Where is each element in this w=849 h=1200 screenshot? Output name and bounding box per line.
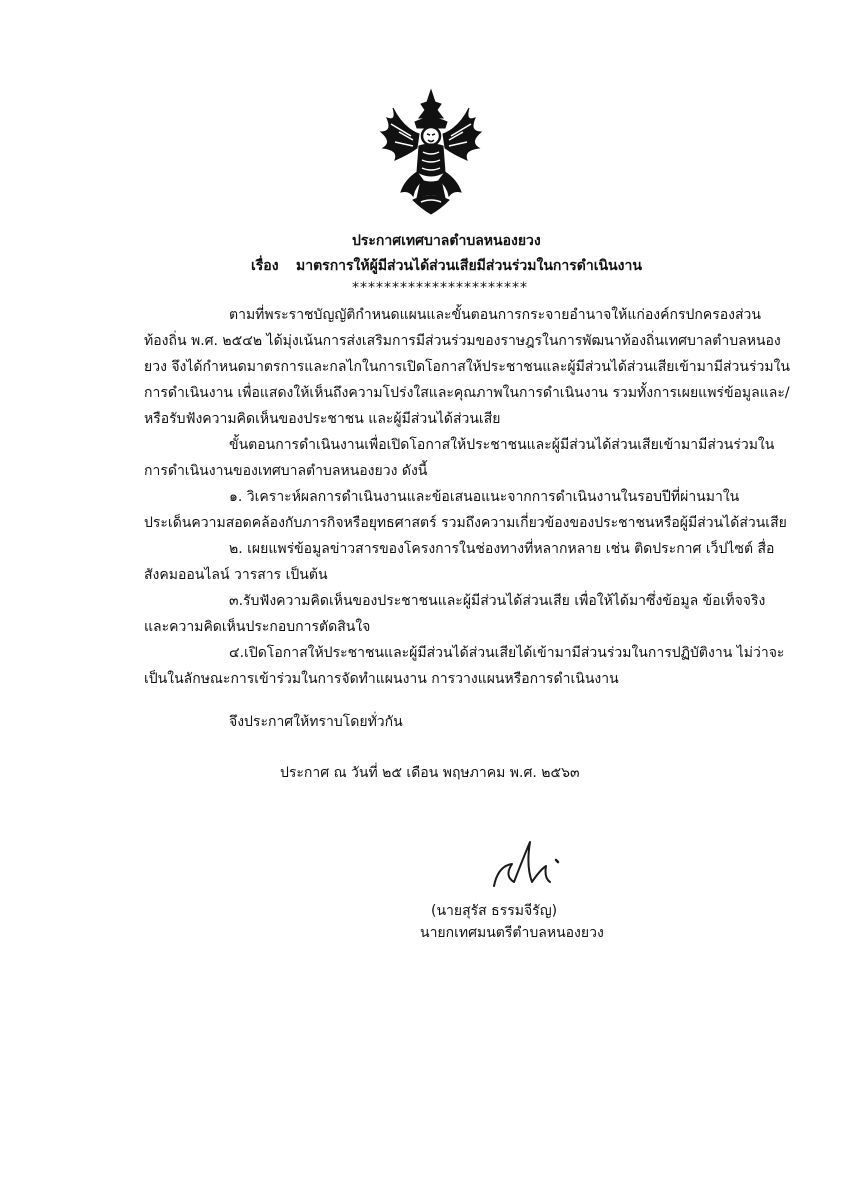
subject-text: มาตรการให้ผู้มีส่วนได้ส่วนเสียมีส่วนร่วมในการดำเนินงาน (296, 258, 642, 274)
document-title: ประกาศเทศบาลตำบลหนองยวง (352, 233, 541, 249)
announcement-date: ประกาศ ณ วันที่ ๒๕ เดือน พฤษภาคม พ.ศ. ๒๕๖๓ (280, 765, 580, 781)
paragraph-2-line: การดำเนินงานของเทศบาลตำบลหนองยวง ดังนี้ (144, 463, 428, 479)
header-separator: ********************** (352, 280, 528, 296)
list-item-2-line: ๒. เผยแพร่ข้อมูลข่าวสารของโครงการในช่องทางที่หลากหลาย เช่น ติดประกาศ เว็ปไซต์ สื่อ (229, 541, 775, 557)
paragraph-1-line: หรือรับฟังความคิดเห็นของประชาชน และผู้มีส่วนได้ส่วนเสีย (144, 411, 501, 427)
subject-label: เรื่อง (251, 258, 279, 274)
closing-statement: จึงประกาศให้ทราบโดยทั่วกัน (229, 714, 403, 730)
paragraph-2-line: ขั้นตอนการดำเนินงานเพื่อเปิดโอกาสให้ประชาชนและผู้มีส่วนได้ส่วนเสียเข้ามามีส่วนร่วมใน (229, 437, 775, 453)
signatory-position: นายกเทศมนตรีตำบลหนองยวง (420, 925, 604, 941)
paragraph-1-line: ตามที่พระราชบัญญัติกำหนดแผนและขั้นตอนการกระจายอำนาจให้แก่องค์กรปกครองส่วน (229, 307, 761, 323)
paragraph-1-line: ท้องถิ่น พ.ศ. ๒๕๔๒ ได้มุ่งเน้นการส่งเสริมการมีส่วนร่วมของราษฎรในการพัฒนาท้องถิ่นเทศบาลตำบลหนอง (144, 333, 781, 349)
list-item-4-line: ๔.เปิดโอกาสให้ประชาชนและผู้มีส่วนได้ส่วนเสียได้เข้ามามีส่วนร่วมในการปฏิบัติงาน ไม่ว่าจะ (229, 645, 785, 661)
list-item-2-line: สังคมออนไลน์ วารสาร เป็นต้น (144, 567, 328, 583)
paragraph-1-line: ยวง จึงได้กำหนดมาตรการและกลไกในการเปิดโอกาสให้ประชาชนและผู้มีส่วนได้ส่วนเสียเข้ามามีส่วนร่วมใน (144, 359, 790, 375)
garuda-emblem-icon (375, 88, 487, 216)
signature-mark (484, 836, 564, 892)
list-item-3-line: และความคิดเห็นประกอบการตัดสินใจ (144, 619, 371, 635)
signatory-name: (นายสุรัส ธรรมจีรัญ) (431, 903, 558, 919)
paragraph-1-line: การดำเนินงาน เพื่อแสดงให้เห็นถึงความโปร่งใสและคุณภาพในการดำเนินงาน รวมทั้งการเผยแพร่ข้อมูลและ/ (144, 385, 790, 401)
list-item-1-line: ประเด็นความสอดคล้องกับภารกิจหรือยุทธศาสตร์ รวมถึงความเกี่ยวข้องของประชาชนหรือผู้มีส่วนได้ส่วนเสีย (144, 515, 787, 531)
list-item-1-line: ๑. วิเคราะห์ผลการดำเนินงานและข้อเสนอแนะจากการดำเนินงานในรอบปีที่ผ่านมาใน (229, 489, 740, 505)
list-item-4-line: เป็นในลักษณะการเข้าร่วมในการจัดทำแผนงาน การวางแผนหรือการดำเนินงาน (144, 671, 619, 687)
list-item-3-line: ๓.รับฟังความคิดเห็นของประชาชนและผู้มีส่วนได้ส่วนเสีย เพื่อให้ได้มาซึ่งข้อมูล ข้อเท็จจริง (229, 593, 766, 609)
